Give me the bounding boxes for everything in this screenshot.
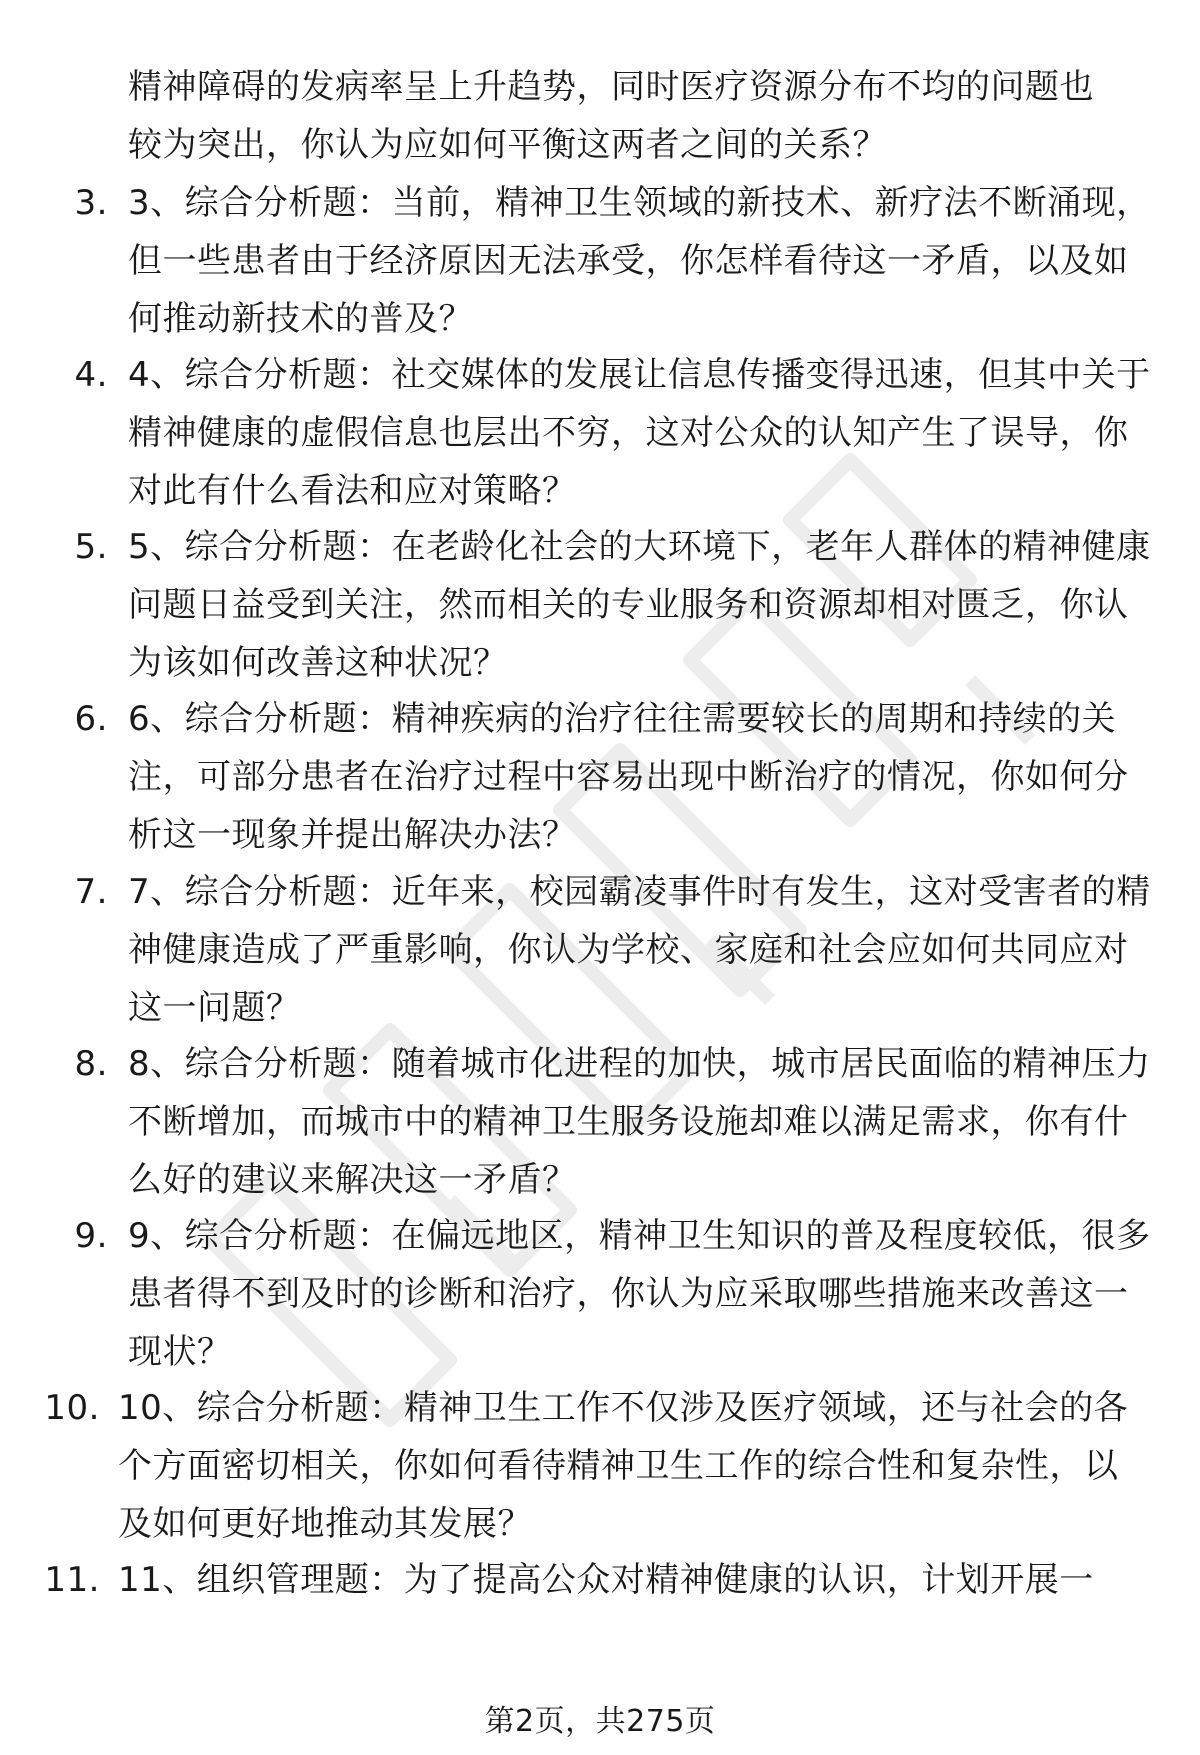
question-text: 3、综合分析题：当前，精神卫生领域的新技术、新疗法不断涌现，但一些患者由于经济原因无法承受，你怎样看待这一矛盾，以及如何推动新技术的普及？ xyxy=(128,183,1151,339)
question-text: 11、组织管理题：为了提高公众对精神健康的认识，计划开展一 xyxy=(118,1560,1094,1600)
question-text: 5、综合分析题：在老龄化社会的大环境下，老年人群体的精神健康问题日益受到关注，然而相关的专业服务和资源却相对匮乏，你认为该如何改善这种状况？ xyxy=(128,527,1151,683)
question-number: 10. xyxy=(44,1388,100,1428)
intro-paragraph: 精神障碍的发病率呈上升趋势，同时医疗资源分布不均的问题也较为突出，你认为应如何平衡这两者之间的关系？ xyxy=(128,67,1094,165)
question-text: 4、综合分析题：社交媒体的发展让信息传播变得迅速，但其中关于精神健康的虚假信息也层出不穷，这对公众的认知产生了误导，你对此有什么看法和应对策略？ xyxy=(128,355,1151,511)
question-text: 7、综合分析题：近年来，校园霸凌事件时有发生，这对受害者的精神健康造成了严重影响，你认为学校、家庭和社会应如何共同应对这一问题？ xyxy=(128,872,1151,1028)
question-text: 8、综合分析题：随着城市化进程的加快，城市居民面临的精神压力不断增加，而城市中的精神卫生服务设施却难以满足需求，你有什么好的建议来解决这一矛盾？ xyxy=(128,1044,1151,1200)
question-number: 11. xyxy=(44,1560,100,1600)
page-footer: 第2页，共275页 xyxy=(484,1704,716,1739)
question-number: 5. xyxy=(74,527,108,567)
question-number: 6. xyxy=(74,699,108,739)
question-number: 7. xyxy=(74,872,108,912)
question-text: 10、综合分析题：精神卫生工作不仅涉及医疗领域，还与社会的各个方面密切相关，你如何看待精神卫生工作的综合性和复杂性，以及如何更好地推动其发展？ xyxy=(118,1388,1129,1544)
question-number: 3. xyxy=(74,183,108,223)
question-number: 9. xyxy=(74,1216,108,1256)
question-number: 4. xyxy=(74,355,108,395)
question-text: 6、综合分析题：精神疾病的治疗往往需要较长的周期和持续的关注，可部分患者在治疗过程中容易出现中断治疗的情况，你如何分析这一现象并提出解决办法？ xyxy=(128,699,1129,855)
question-text: 9、综合分析题：在偏远地区，精神卫生知识的普及程度较低，很多患者得不到及时的诊断和治疗，你认为应采取哪些措施来改善这一现状？ xyxy=(128,1216,1151,1372)
question-number: 8. xyxy=(74,1044,108,1084)
